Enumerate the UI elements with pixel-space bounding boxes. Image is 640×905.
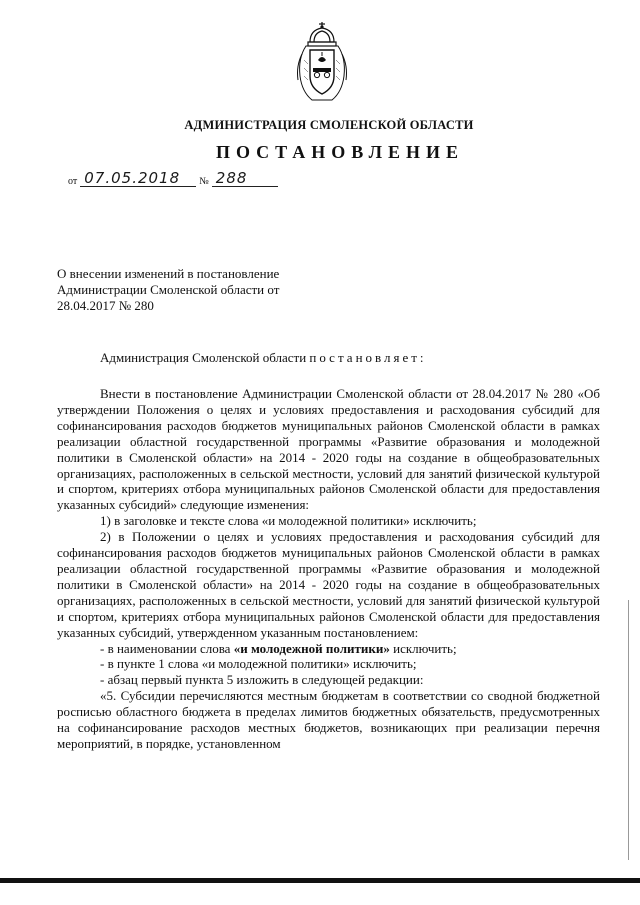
- handwritten-number: 288: [212, 170, 278, 187]
- preamble-spaced-word: постановляет:: [309, 350, 427, 365]
- subject-line: 28.04.2017 № 280: [57, 298, 154, 313]
- subitem-bold-text: «и молодежной политики»: [233, 640, 390, 656]
- body-subitem-3: - абзац первый пункта 5 изложить в следующей редакции:: [100, 672, 424, 688]
- document-subject: [57, 266, 337, 314]
- document-type-title: ПОСТАНОВЛЕНИЕ: [215, 142, 465, 162]
- document-body: [57, 386, 600, 752]
- date-prefix: от: [68, 176, 78, 187]
- body-paragraph-intro: Внести в постановление Администрации Смоленской области от 28.04.2017 № 280 «Об утверждении Положения о целях и условиях предоставления и расходования субсидий для софинансирования расходов бюджетов муниципальных районов Смоленской области в рамках реализации областной государственной программы «Развитие образования и молодежной политики в Смоленской области» на 2014 - 2020 годы на создание в общеобразовательных организациях, расположенных в сельской местности, условий для занятий физической культурой и спортом, критериях отбора муниципальных районов Смоленской области для предоставления указанных субсидий» следующие изменения:: [57, 386, 600, 513]
- body-item-2: 2) в Положении о целях и условиях предоставления и расходования субсидий для софинансирования расходов бюджетов муниципальных районов Смоленской области в рамках реализации областной государственной программы «Развитие образования и молодежной политики в Смоленской области» на 2014 - 2020 годы на создание в общеобразовательных организациях, расположенных в сельской местности, условий для занятий физической культурой и спортом, критериях отбора муниципальных районов Смоленской области для предоставления указанных субсидий, утвержденном указанным постановлением:: [57, 529, 600, 640]
- preamble-text: Администрация Смоленской области: [100, 350, 310, 365]
- subitem-text: исключить;: [389, 640, 457, 656]
- handwritten-date: 07.05.2018: [80, 170, 196, 187]
- body-quote-paragraph: «5. Субсидии перечисляются местным бюджетам в соответствии со сводной бюджетной росписью областного бюджета в пределах лимитов бюджетных обязательств, предусмотренных на софинансирование расходов местных бюджетов, возникающих при реализации перечня мероприятий, в порядке, установленном: [57, 688, 600, 751]
- body-subitem-1: [57, 641, 600, 657]
- date-number-line: [68, 170, 278, 187]
- preamble: [100, 350, 427, 366]
- scan-bottom-border: [0, 878, 640, 883]
- organization-title: АДМИНИСТРАЦИЯ СМОЛЕНСКОЙ ОБЛАСТИ: [184, 118, 474, 132]
- number-prefix: №: [199, 176, 209, 187]
- subject-line: О внесении изменений в постановление: [57, 266, 280, 281]
- scan-margin-mark: [628, 600, 629, 860]
- subject-line: Администрации Смоленской области от: [57, 282, 280, 297]
- body-item-1: 1) в заголовке и тексте слова «и молодежной политики» исключить;: [100, 513, 477, 529]
- body-subitem-2: - в пункте 1 слова «и молодежной политики» исключить;: [100, 656, 417, 672]
- subitem-text: - в наименовании слова: [100, 640, 234, 656]
- coat-of-arms-emblem: [292, 18, 352, 110]
